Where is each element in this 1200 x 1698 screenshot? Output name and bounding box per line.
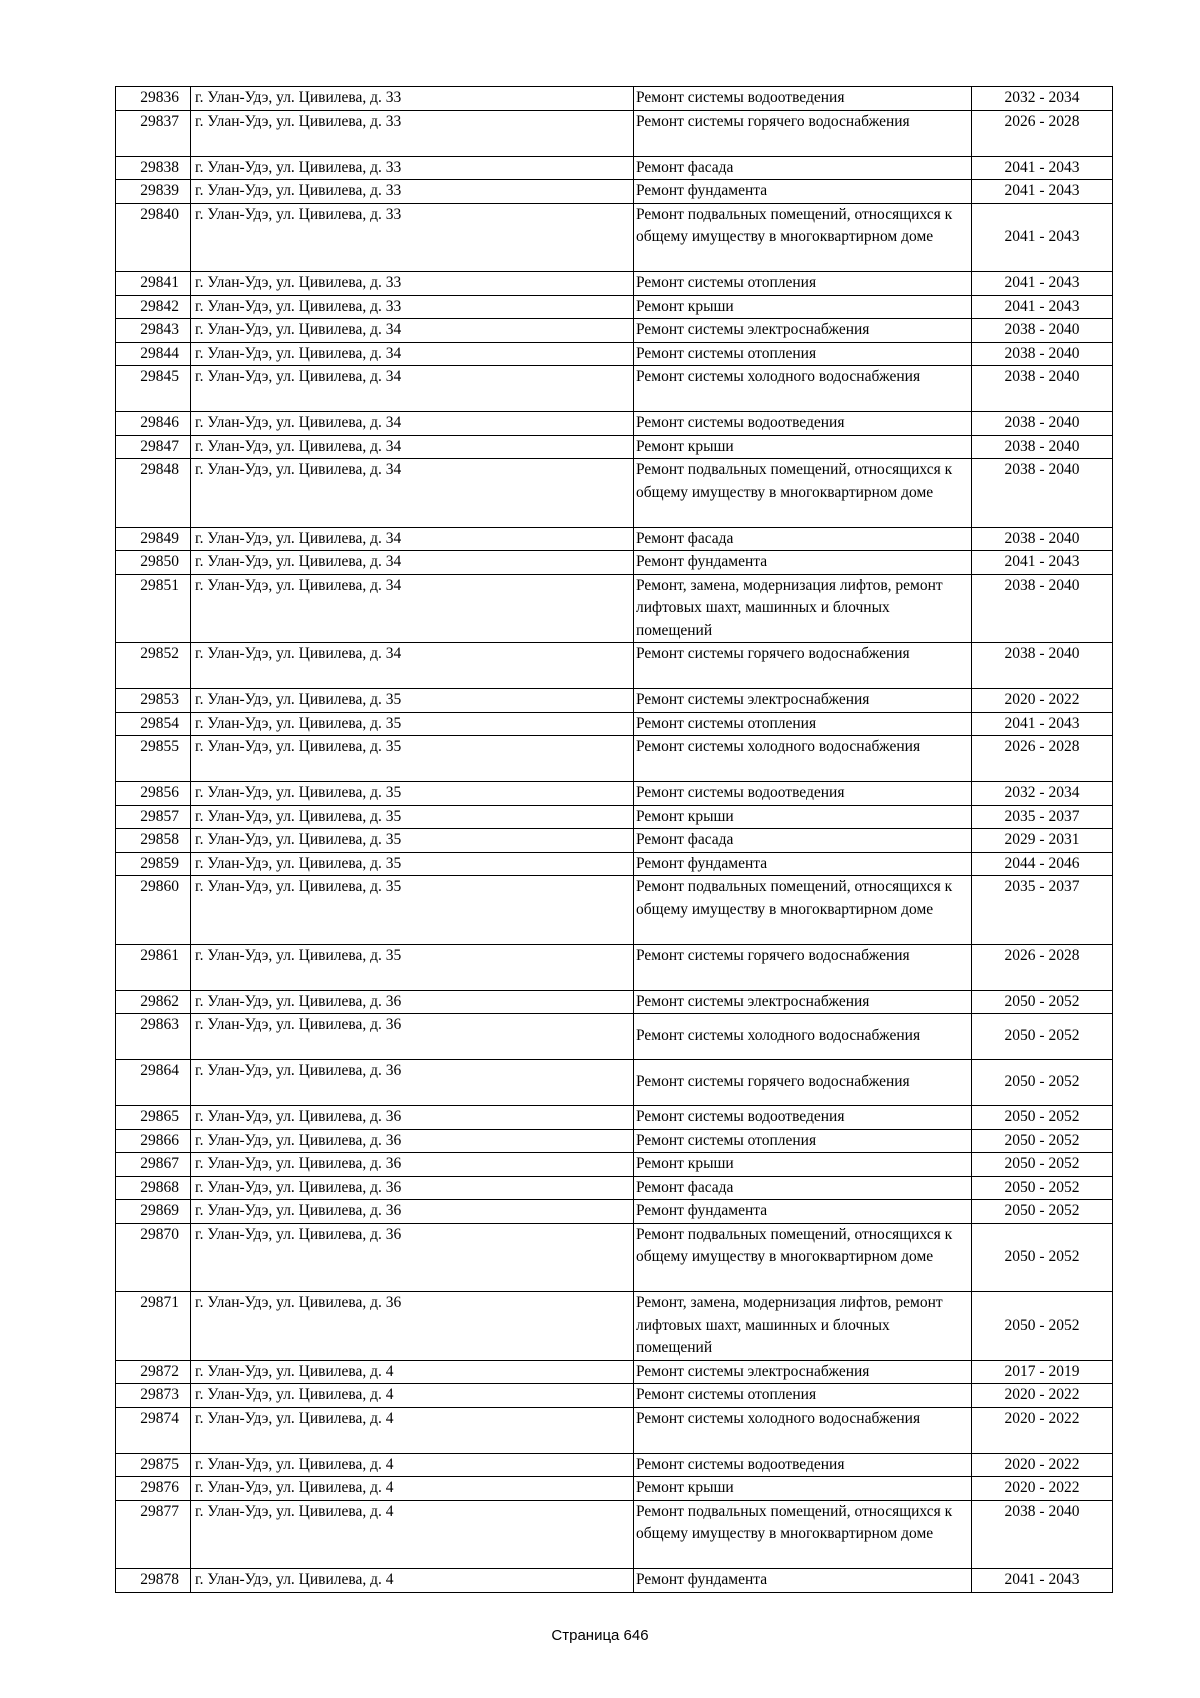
row-period: 2050 - 2052	[972, 990, 1113, 1014]
row-address: г. Улан-Удэ, ул. Цивилева, д. 34	[191, 435, 634, 459]
row-period: 2038 - 2040	[972, 435, 1113, 459]
table-row	[116, 1384, 1113, 1408]
row-address: г. Улан-Удэ, ул. Цивилева, д. 34	[191, 412, 634, 436]
row-number: 29839	[116, 180, 191, 204]
row-work-type: Ремонт системы водоотведения	[634, 412, 972, 436]
row-number: 29843	[116, 319, 191, 343]
row-address: г. Улан-Удэ, ул. Цивилева, д. 36	[191, 1106, 634, 1130]
table-row	[116, 551, 1113, 575]
row-number: 29873	[116, 1384, 191, 1408]
row-period: 2044 - 2046	[972, 852, 1113, 876]
row-address: г. Улан-Удэ, ул. Цивилева, д. 36	[191, 1153, 634, 1177]
row-address: г. Улан-Удэ, ул. Цивилева, д. 34	[191, 366, 634, 412]
row-number: 29836	[116, 87, 191, 111]
row-work-type: Ремонт крыши	[634, 805, 972, 829]
row-period: 2041 - 2043	[972, 180, 1113, 204]
row-work-type: Ремонт системы холодного водоснабжения	[634, 1407, 972, 1453]
row-work-type: Ремонт системы водоотведения	[634, 782, 972, 806]
table-row	[116, 1292, 1113, 1361]
row-period: 2050 - 2052	[972, 1176, 1113, 1200]
row-work-type: Ремонт системы горячего водоснабжения	[634, 110, 972, 156]
row-number: 29870	[116, 1223, 191, 1292]
row-address: г. Улан-Удэ, ул. Цивилева, д. 35	[191, 712, 634, 736]
row-address: г. Улан-Удэ, ул. Цивилева, д. 33	[191, 180, 634, 204]
row-address: г. Улан-Удэ, ул. Цивилева, д. 4	[191, 1453, 634, 1477]
row-number: 29875	[116, 1453, 191, 1477]
row-work-type: Ремонт фасада	[634, 1176, 972, 1200]
row-address: г. Улан-Удэ, ул. Цивилева, д. 35	[191, 736, 634, 782]
row-number: 29847	[116, 435, 191, 459]
row-work-type: Ремонт системы горячего водоснабжения	[634, 643, 972, 689]
row-number: 29859	[116, 852, 191, 876]
row-work-type: Ремонт фундамента	[634, 180, 972, 204]
row-period: 2041 - 2043	[972, 1569, 1113, 1593]
table-row	[116, 110, 1113, 156]
row-work-type: Ремонт крыши	[634, 295, 972, 319]
row-work-type: Ремонт подвальных помещений, относящихся к общему имуществу в многоквартирном доме	[634, 1223, 972, 1292]
table-row	[116, 412, 1113, 436]
row-period: 2026 - 2028	[972, 110, 1113, 156]
table-row	[116, 1500, 1113, 1569]
row-address: г. Улан-Удэ, ул. Цивилева, д. 33	[191, 295, 634, 319]
row-period: 2029 - 2031	[972, 829, 1113, 853]
row-work-type: Ремонт системы электроснабжения	[634, 990, 972, 1014]
row-work-type: Ремонт подвальных помещений, относящихся к общему имуществу в многоквартирном доме	[634, 459, 972, 528]
row-work-type: Ремонт подвальных помещений, относящихся к общему имуществу в многоквартирном доме	[634, 203, 972, 272]
row-work-type: Ремонт системы отопления	[634, 712, 972, 736]
row-period: 2050 - 2052	[972, 1153, 1113, 1177]
row-work-type: Ремонт системы водоотведения	[634, 1453, 972, 1477]
row-period: 2050 - 2052	[972, 1129, 1113, 1153]
row-address: г. Улан-Удэ, ул. Цивилева, д. 4	[191, 1407, 634, 1453]
row-address: г. Улан-Удэ, ул. Цивилева, д. 36	[191, 1176, 634, 1200]
row-number: 29865	[116, 1106, 191, 1130]
row-address: г. Улан-Удэ, ул. Цивилева, д. 35	[191, 689, 634, 713]
table-row	[116, 203, 1113, 272]
row-address: г. Улан-Удэ, ул. Цивилева, д. 35	[191, 876, 634, 945]
row-period: 2041 - 2043	[972, 203, 1113, 272]
row-address: г. Улан-Удэ, ул. Цивилева, д. 33	[191, 203, 634, 272]
table-row	[116, 1200, 1113, 1224]
table-row	[116, 435, 1113, 459]
row-number: 29864	[116, 1060, 191, 1106]
row-period: 2050 - 2052	[972, 1106, 1113, 1130]
row-work-type: Ремонт системы водоотведения	[634, 1106, 972, 1130]
row-period: 2020 - 2022	[972, 1407, 1113, 1453]
row-number: 29844	[116, 342, 191, 366]
table-row	[116, 1407, 1113, 1453]
row-work-type: Ремонт системы горячего водоснабжения	[634, 944, 972, 990]
row-period: 2038 - 2040	[972, 1500, 1113, 1569]
row-work-type: Ремонт системы холодного водоснабжения	[634, 1014, 972, 1060]
row-number: 29846	[116, 412, 191, 436]
row-period: 2050 - 2052	[972, 1200, 1113, 1224]
row-work-type: Ремонт фасада	[634, 527, 972, 551]
row-number: 29852	[116, 643, 191, 689]
table-row	[116, 87, 1113, 111]
table-row	[116, 1014, 1113, 1060]
repair-schedule-table	[115, 86, 1113, 1593]
row-number: 29862	[116, 990, 191, 1014]
row-work-type: Ремонт фасада	[634, 156, 972, 180]
row-period: 2041 - 2043	[972, 712, 1113, 736]
table-row	[116, 1360, 1113, 1384]
row-work-type: Ремонт крыши	[634, 435, 972, 459]
row-period: 2041 - 2043	[972, 551, 1113, 575]
row-work-type: Ремонт системы отопления	[634, 342, 972, 366]
row-address: г. Улан-Удэ, ул. Цивилева, д. 36	[191, 1200, 634, 1224]
table-row	[116, 319, 1113, 343]
row-period: 2038 - 2040	[972, 319, 1113, 343]
table-row	[116, 689, 1113, 713]
row-work-type: Ремонт фундамента	[634, 551, 972, 575]
table-row	[116, 1176, 1113, 1200]
row-number: 29845	[116, 366, 191, 412]
table-row	[116, 527, 1113, 551]
row-address: г. Улан-Удэ, ул. Цивилева, д. 35	[191, 944, 634, 990]
row-work-type: Ремонт, замена, модернизация лифтов, ремонт лифтовых шахт, машинных и блочных помещений	[634, 1292, 972, 1361]
row-address: г. Улан-Удэ, ул. Цивилева, д. 36	[191, 1223, 634, 1292]
row-period: 2038 - 2040	[972, 459, 1113, 528]
row-work-type: Ремонт подвальных помещений, относящихся к общему имуществу в многоквартирном доме	[634, 1500, 972, 1569]
row-period: 2035 - 2037	[972, 876, 1113, 945]
table-row	[116, 1106, 1113, 1130]
row-address: г. Улан-Удэ, ул. Цивилева, д. 36	[191, 1129, 634, 1153]
row-work-type: Ремонт системы горячего водоснабжения	[634, 1060, 972, 1106]
row-address: г. Улан-Удэ, ул. Цивилева, д. 36	[191, 1014, 634, 1060]
row-number: 29863	[116, 1014, 191, 1060]
table-row	[116, 944, 1113, 990]
row-work-type: Ремонт системы электроснабжения	[634, 319, 972, 343]
row-address: г. Улан-Удэ, ул. Цивилева, д. 35	[191, 805, 634, 829]
row-work-type: Ремонт системы отопления	[634, 1129, 972, 1153]
row-address: г. Улан-Удэ, ул. Цивилева, д. 4	[191, 1569, 634, 1593]
row-period: 2020 - 2022	[972, 689, 1113, 713]
row-number: 29866	[116, 1129, 191, 1153]
table-row	[116, 712, 1113, 736]
row-period: 2050 - 2052	[972, 1223, 1113, 1292]
row-period: 2026 - 2028	[972, 736, 1113, 782]
row-number: 29848	[116, 459, 191, 528]
row-period: 2038 - 2040	[972, 342, 1113, 366]
row-work-type: Ремонт системы электроснабжения	[634, 689, 972, 713]
table-row	[116, 1477, 1113, 1501]
row-period: 2020 - 2022	[972, 1453, 1113, 1477]
row-number: 29854	[116, 712, 191, 736]
row-number: 29849	[116, 527, 191, 551]
row-period: 2038 - 2040	[972, 643, 1113, 689]
row-number: 29874	[116, 1407, 191, 1453]
table-row	[116, 782, 1113, 806]
row-period: 2050 - 2052	[972, 1060, 1113, 1106]
row-work-type: Ремонт системы электроснабжения	[634, 1360, 972, 1384]
row-address: г. Улан-Удэ, ул. Цивилева, д. 35	[191, 829, 634, 853]
table-row	[116, 736, 1113, 782]
row-number: 29857	[116, 805, 191, 829]
row-period: 2032 - 2034	[972, 782, 1113, 806]
row-work-type: Ремонт системы отопления	[634, 272, 972, 296]
row-number: 29853	[116, 689, 191, 713]
row-period: 2041 - 2043	[972, 295, 1113, 319]
row-work-type: Ремонт фундамента	[634, 1200, 972, 1224]
table-row	[116, 876, 1113, 945]
row-number: 29871	[116, 1292, 191, 1361]
table-row	[116, 1060, 1113, 1106]
table-row	[116, 1453, 1113, 1477]
table-row	[116, 1129, 1113, 1153]
row-number: 29860	[116, 876, 191, 945]
row-address: г. Улан-Удэ, ул. Цивилева, д. 34	[191, 643, 634, 689]
row-work-type: Ремонт системы холодного водоснабжения	[634, 736, 972, 782]
row-address: г. Улан-Удэ, ул. Цивилева, д. 4	[191, 1360, 634, 1384]
page-number: Страница 646	[551, 1627, 649, 1644]
row-work-type: Ремонт системы отопления	[634, 1384, 972, 1408]
row-number: 29861	[116, 944, 191, 990]
row-period: 2032 - 2034	[972, 87, 1113, 111]
table-row	[116, 574, 1113, 643]
row-period: 2038 - 2040	[972, 366, 1113, 412]
row-address: г. Улан-Удэ, ул. Цивилева, д. 35	[191, 782, 634, 806]
row-address: г. Улан-Удэ, ул. Цивилева, д. 35	[191, 852, 634, 876]
table-row	[116, 805, 1113, 829]
row-period: 2041 - 2043	[972, 272, 1113, 296]
row-number: 29878	[116, 1569, 191, 1593]
row-number: 29877	[116, 1500, 191, 1569]
table-row	[116, 459, 1113, 528]
row-number: 29867	[116, 1153, 191, 1177]
row-address: г. Улан-Удэ, ул. Цивилева, д. 33	[191, 110, 634, 156]
table-row	[116, 1223, 1113, 1292]
row-number: 29856	[116, 782, 191, 806]
table-row	[116, 272, 1113, 296]
table-row	[116, 366, 1113, 412]
row-address: г. Улан-Удэ, ул. Цивилева, д. 4	[191, 1477, 634, 1501]
row-number: 29838	[116, 156, 191, 180]
row-work-type: Ремонт системы водоотведения	[634, 87, 972, 111]
row-number: 29837	[116, 110, 191, 156]
row-number: 29841	[116, 272, 191, 296]
row-work-type: Ремонт крыши	[634, 1153, 972, 1177]
table-row	[116, 990, 1113, 1014]
row-address: г. Улан-Удэ, ул. Цивилева, д. 33	[191, 87, 634, 111]
row-number: 29842	[116, 295, 191, 319]
row-address: г. Улан-Удэ, ул. Цивилева, д. 34	[191, 459, 634, 528]
row-work-type: Ремонт крыши	[634, 1477, 972, 1501]
table-row	[116, 643, 1113, 689]
row-address: г. Улан-Удэ, ул. Цивилева, д. 33	[191, 272, 634, 296]
table-row	[116, 1153, 1113, 1177]
row-period: 2050 - 2052	[972, 1292, 1113, 1361]
row-period: 2017 - 2019	[972, 1360, 1113, 1384]
row-work-type: Ремонт подвальных помещений, относящихся к общему имуществу в многоквартирном доме	[634, 876, 972, 945]
row-address: г. Улан-Удэ, ул. Цивилева, д. 34	[191, 342, 634, 366]
table-row	[116, 829, 1113, 853]
row-number: 29851	[116, 574, 191, 643]
row-period: 2026 - 2028	[972, 944, 1113, 990]
row-address: г. Улан-Удэ, ул. Цивилева, д. 33	[191, 156, 634, 180]
table-row	[116, 180, 1113, 204]
row-work-type: Ремонт, замена, модернизация лифтов, ремонт лифтовых шахт, машинных и блочных помещений	[634, 574, 972, 643]
row-work-type: Ремонт фасада	[634, 829, 972, 853]
row-address: г. Улан-Удэ, ул. Цивилева, д. 36	[191, 1060, 634, 1106]
row-address: г. Улан-Удэ, ул. Цивилева, д. 36	[191, 990, 634, 1014]
row-period: 2035 - 2037	[972, 805, 1113, 829]
row-period: 2038 - 2040	[972, 527, 1113, 551]
row-period: 2020 - 2022	[972, 1477, 1113, 1501]
row-period: 2038 - 2040	[972, 412, 1113, 436]
table-body	[116, 87, 1113, 1593]
row-period: 2041 - 2043	[972, 156, 1113, 180]
table-row	[116, 295, 1113, 319]
row-number: 29850	[116, 551, 191, 575]
row-number: 29869	[116, 1200, 191, 1224]
row-address: г. Улан-Удэ, ул. Цивилева, д. 36	[191, 1292, 634, 1361]
row-address: г. Улан-Удэ, ул. Цивилева, д. 34	[191, 551, 634, 575]
table-row	[116, 1569, 1113, 1593]
row-number: 29858	[116, 829, 191, 853]
row-work-type: Ремонт системы холодного водоснабжения	[634, 366, 972, 412]
row-period: 2050 - 2052	[972, 1014, 1113, 1060]
row-number: 29872	[116, 1360, 191, 1384]
row-address: г. Улан-Удэ, ул. Цивилева, д. 4	[191, 1384, 634, 1408]
row-period: 2038 - 2040	[972, 574, 1113, 643]
table-row	[116, 852, 1113, 876]
row-work-type: Ремонт фундамента	[634, 852, 972, 876]
row-address: г. Улан-Удэ, ул. Цивилева, д. 4	[191, 1500, 634, 1569]
table-row	[116, 342, 1113, 366]
row-period: 2020 - 2022	[972, 1384, 1113, 1408]
row-address: г. Улан-Удэ, ул. Цивилева, д. 34	[191, 527, 634, 551]
row-number: 29876	[116, 1477, 191, 1501]
row-number: 29840	[116, 203, 191, 272]
table-row	[116, 156, 1113, 180]
row-number: 29868	[116, 1176, 191, 1200]
row-address: г. Улан-Удэ, ул. Цивилева, д. 34	[191, 574, 634, 643]
row-number: 29855	[116, 736, 191, 782]
row-work-type: Ремонт фундамента	[634, 1569, 972, 1593]
row-address: г. Улан-Удэ, ул. Цивилева, д. 34	[191, 319, 634, 343]
